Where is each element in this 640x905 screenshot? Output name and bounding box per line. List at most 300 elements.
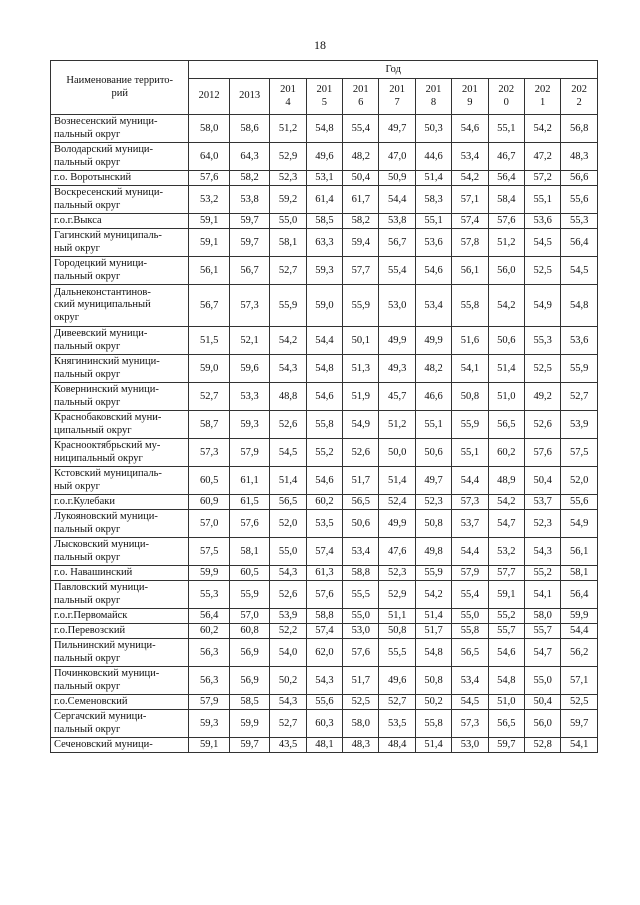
table-row <box>51 285 598 327</box>
value-cell: 48,2 <box>343 143 379 171</box>
value-cell: 61,5 <box>229 495 269 510</box>
value-cell: 55,8 <box>452 285 488 327</box>
table-row <box>51 510 598 538</box>
value-cell: 48,4 <box>379 738 415 753</box>
value-cell: 54,9 <box>524 285 560 327</box>
value-cell: 57,5 <box>189 538 229 566</box>
value-cell: 52,8 <box>524 738 560 753</box>
value-cell: 51,7 <box>415 624 451 639</box>
value-cell: 54,4 <box>379 186 415 214</box>
value-cell: 55,1 <box>415 411 451 439</box>
value-cell: 55,0 <box>270 538 306 566</box>
territory-name: Пильнинский муници- пальный округ <box>51 639 189 667</box>
value-cell: 56,0 <box>524 710 560 738</box>
value-cell: 56,7 <box>189 285 229 327</box>
territory-name: Краснобаковский муни- ципальный округ <box>51 411 189 439</box>
value-cell: 52,3 <box>270 171 306 186</box>
value-cell: 53,5 <box>379 710 415 738</box>
value-cell: 59,9 <box>189 566 229 581</box>
value-cell: 55,7 <box>488 624 524 639</box>
territory-name: Дальнеконстантинов- ский муниципальный округ <box>51 285 189 327</box>
territory-name: г.о.г.Первомайск <box>51 609 189 624</box>
value-cell: 54,5 <box>561 257 598 285</box>
value-cell: 50,4 <box>524 695 560 710</box>
value-cell: 53,5 <box>306 510 342 538</box>
value-cell: 57,4 <box>452 214 488 229</box>
value-cell: 53,4 <box>415 285 451 327</box>
value-cell: 50,4 <box>524 467 560 495</box>
value-cell: 53,4 <box>452 667 488 695</box>
value-cell: 54,5 <box>452 695 488 710</box>
value-cell: 50,8 <box>379 624 415 639</box>
value-cell: 49,8 <box>415 538 451 566</box>
value-cell: 54,6 <box>306 467 342 495</box>
value-cell: 56,1 <box>561 538 598 566</box>
value-cell: 54,9 <box>343 411 379 439</box>
table-row <box>51 695 598 710</box>
value-cell: 52,7 <box>270 257 306 285</box>
value-cell: 57,3 <box>452 710 488 738</box>
table-row <box>51 214 598 229</box>
value-cell: 49,6 <box>379 667 415 695</box>
value-cell: 55,4 <box>379 257 415 285</box>
value-cell: 54,8 <box>561 285 598 327</box>
value-cell: 57,0 <box>229 609 269 624</box>
value-cell: 59,3 <box>189 710 229 738</box>
value-cell: 54,3 <box>270 695 306 710</box>
value-cell: 56,5 <box>488 411 524 439</box>
value-cell: 54,7 <box>524 639 560 667</box>
table-row <box>51 624 598 639</box>
value-cell: 55,6 <box>561 186 598 214</box>
value-cell: 51,0 <box>488 695 524 710</box>
value-cell: 54,8 <box>415 639 451 667</box>
value-cell: 53,7 <box>524 495 560 510</box>
value-cell: 57,8 <box>452 229 488 257</box>
value-cell: 57,1 <box>561 667 598 695</box>
value-cell: 56,8 <box>561 115 598 143</box>
value-cell: 55,6 <box>561 495 598 510</box>
value-cell: 55,1 <box>524 186 560 214</box>
table-row <box>51 467 598 495</box>
value-cell: 56,5 <box>270 495 306 510</box>
value-cell: 51,4 <box>415 738 451 753</box>
value-cell: 47,2 <box>524 143 560 171</box>
value-cell: 54,2 <box>270 327 306 355</box>
territory-name: Княгининский муници- пальный округ <box>51 355 189 383</box>
value-cell: 52,4 <box>379 495 415 510</box>
value-cell: 59,4 <box>343 229 379 257</box>
value-cell: 53,7 <box>452 510 488 538</box>
value-cell: 57,3 <box>229 285 269 327</box>
value-cell: 50,4 <box>343 171 379 186</box>
value-cell: 59,7 <box>229 738 269 753</box>
value-cell: 55,2 <box>488 609 524 624</box>
value-cell: 59,1 <box>189 738 229 753</box>
value-cell: 50,6 <box>488 327 524 355</box>
value-cell: 56,9 <box>229 667 269 695</box>
value-cell: 52,7 <box>379 695 415 710</box>
value-cell: 48,3 <box>561 143 598 171</box>
value-cell: 59,9 <box>229 710 269 738</box>
value-cell: 56,7 <box>229 257 269 285</box>
value-cell: 58,6 <box>229 115 269 143</box>
value-cell: 54,3 <box>270 355 306 383</box>
value-cell: 52,5 <box>524 355 560 383</box>
value-cell: 58,1 <box>229 538 269 566</box>
value-cell: 49,3 <box>379 355 415 383</box>
value-cell: 57,9 <box>229 439 269 467</box>
value-cell: 60,2 <box>189 624 229 639</box>
value-cell: 61,1 <box>229 467 269 495</box>
value-cell: 53,9 <box>561 411 598 439</box>
value-cell: 51,4 <box>488 355 524 383</box>
value-cell: 52,7 <box>270 710 306 738</box>
value-cell: 52,6 <box>270 411 306 439</box>
value-cell: 56,5 <box>452 639 488 667</box>
value-cell: 53,2 <box>488 538 524 566</box>
value-cell: 59,1 <box>189 229 229 257</box>
value-cell: 60,9 <box>189 495 229 510</box>
value-cell: 58,8 <box>343 566 379 581</box>
table-row <box>51 710 598 738</box>
territory-name: Володарский муници- пальный округ <box>51 143 189 171</box>
value-cell: 59,1 <box>488 581 524 609</box>
territory-name: Городецкий муници- пальный округ <box>51 257 189 285</box>
value-cell: 51,5 <box>189 327 229 355</box>
table-row <box>51 411 598 439</box>
value-cell: 55,4 <box>452 581 488 609</box>
value-cell: 51,7 <box>343 467 379 495</box>
value-cell: 55,7 <box>524 624 560 639</box>
data-table <box>50 60 598 753</box>
value-cell: 59,0 <box>189 355 229 383</box>
territory-name: Кстовский муниципаль- ный округ <box>51 467 189 495</box>
value-cell: 50,6 <box>343 510 379 538</box>
value-cell: 55,5 <box>379 639 415 667</box>
table-row <box>51 257 598 285</box>
value-cell: 54,4 <box>452 467 488 495</box>
value-cell: 51,4 <box>270 467 306 495</box>
value-cell: 56,7 <box>379 229 415 257</box>
value-cell: 47,0 <box>379 143 415 171</box>
value-cell: 57,6 <box>229 510 269 538</box>
value-cell: 53,8 <box>379 214 415 229</box>
value-cell: 58,4 <box>488 186 524 214</box>
value-cell: 56,9 <box>229 639 269 667</box>
value-cell: 44,6 <box>415 143 451 171</box>
value-cell: 59,1 <box>189 214 229 229</box>
value-cell: 52,6 <box>270 581 306 609</box>
value-cell: 64,0 <box>189 143 229 171</box>
value-cell: 54,8 <box>306 115 342 143</box>
value-cell: 57,6 <box>343 639 379 667</box>
territory-name: Дивеевский муници- пальный округ <box>51 327 189 355</box>
value-cell: 57,4 <box>306 624 342 639</box>
value-cell: 53,2 <box>189 186 229 214</box>
value-cell: 54,5 <box>270 439 306 467</box>
header-year: 201 6 <box>343 79 379 115</box>
value-cell: 51,1 <box>379 609 415 624</box>
table-row <box>51 229 598 257</box>
value-cell: 48,3 <box>343 738 379 753</box>
header-year-group: Год <box>189 61 598 79</box>
value-cell: 45,7 <box>379 383 415 411</box>
value-cell: 59,3 <box>229 411 269 439</box>
value-cell: 53,6 <box>561 327 598 355</box>
territory-name: Починковский муници- пальный округ <box>51 667 189 695</box>
table-row <box>51 383 598 411</box>
value-cell: 52,7 <box>189 383 229 411</box>
value-cell: 55,9 <box>415 566 451 581</box>
table-row <box>51 115 598 143</box>
value-cell: 56,2 <box>561 639 598 667</box>
value-cell: 51,0 <box>488 383 524 411</box>
territory-name: Воскресенский муници- пальный округ <box>51 186 189 214</box>
value-cell: 53,0 <box>452 738 488 753</box>
value-cell: 49,6 <box>306 143 342 171</box>
value-cell: 51,3 <box>343 355 379 383</box>
table-header <box>51 61 598 115</box>
value-cell: 50,6 <box>415 439 451 467</box>
value-cell: 62,0 <box>306 639 342 667</box>
value-cell: 54,3 <box>524 538 560 566</box>
value-cell: 55,1 <box>415 214 451 229</box>
value-cell: 58,8 <box>306 609 342 624</box>
value-cell: 59,0 <box>306 285 342 327</box>
value-cell: 55,0 <box>524 667 560 695</box>
territory-name: Сергачский муници- пальный округ <box>51 710 189 738</box>
territory-name: Павловский муници- пальный округ <box>51 581 189 609</box>
table-row <box>51 538 598 566</box>
value-cell: 52,0 <box>561 467 598 495</box>
value-cell: 56,5 <box>343 495 379 510</box>
value-cell: 55,8 <box>306 411 342 439</box>
value-cell: 60,5 <box>229 566 269 581</box>
value-cell: 51,2 <box>379 411 415 439</box>
value-cell: 57,5 <box>561 439 598 467</box>
value-cell: 54,8 <box>306 355 342 383</box>
value-cell: 52,3 <box>415 495 451 510</box>
value-cell: 54,8 <box>488 667 524 695</box>
value-cell: 64,3 <box>229 143 269 171</box>
territory-name: г.о.г.Кулебаки <box>51 495 189 510</box>
value-cell: 52,1 <box>229 327 269 355</box>
value-cell: 52,0 <box>270 510 306 538</box>
value-cell: 55,9 <box>561 355 598 383</box>
territory-name: Лукояновский муници- пальный округ <box>51 510 189 538</box>
table-row <box>51 171 598 186</box>
value-cell: 54,2 <box>488 285 524 327</box>
value-cell: 51,4 <box>415 609 451 624</box>
value-cell: 54,6 <box>306 383 342 411</box>
value-cell: 55,9 <box>343 285 379 327</box>
value-cell: 59,7 <box>229 229 269 257</box>
value-cell: 50,8 <box>415 667 451 695</box>
value-cell: 50,8 <box>452 383 488 411</box>
value-cell: 55,9 <box>270 285 306 327</box>
table-body <box>51 115 598 753</box>
territory-name: Лысковский муници- пальный округ <box>51 538 189 566</box>
territory-name: Сеченовский муници- <box>51 738 189 753</box>
value-cell: 52,3 <box>379 566 415 581</box>
value-cell: 61,7 <box>343 186 379 214</box>
header-territory-name: Наименование террито- рий <box>51 61 189 115</box>
value-cell: 55,8 <box>415 710 451 738</box>
value-cell: 56,6 <box>561 171 598 186</box>
value-cell: 60,2 <box>488 439 524 467</box>
value-cell: 53,0 <box>379 285 415 327</box>
value-cell: 61,4 <box>306 186 342 214</box>
value-cell: 53,4 <box>452 143 488 171</box>
value-cell: 60,2 <box>306 495 342 510</box>
territory-name: Гагинский муниципаль- ный округ <box>51 229 189 257</box>
value-cell: 53,8 <box>229 186 269 214</box>
header-year: 202 0 <box>488 79 524 115</box>
value-cell: 50,9 <box>379 171 415 186</box>
value-cell: 59,6 <box>229 355 269 383</box>
value-cell: 58,1 <box>270 229 306 257</box>
table-row <box>51 495 598 510</box>
value-cell: 59,7 <box>561 710 598 738</box>
value-cell: 63,3 <box>306 229 342 257</box>
value-cell: 51,9 <box>343 383 379 411</box>
value-cell: 58,2 <box>229 171 269 186</box>
value-cell: 58,3 <box>415 186 451 214</box>
value-cell: 58,2 <box>343 214 379 229</box>
value-cell: 56,5 <box>488 710 524 738</box>
value-cell: 56,4 <box>189 609 229 624</box>
value-cell: 60,3 <box>306 710 342 738</box>
territory-name: г.о.г.Выкса <box>51 214 189 229</box>
value-cell: 55,3 <box>189 581 229 609</box>
value-cell: 51,4 <box>415 171 451 186</box>
table-row <box>51 581 598 609</box>
value-cell: 52,9 <box>270 143 306 171</box>
value-cell: 47,6 <box>379 538 415 566</box>
value-cell: 58,1 <box>561 566 598 581</box>
value-cell: 46,6 <box>415 383 451 411</box>
value-cell: 57,3 <box>189 439 229 467</box>
value-cell: 58,7 <box>189 411 229 439</box>
value-cell: 52,2 <box>270 624 306 639</box>
value-cell: 51,6 <box>452 327 488 355</box>
table-row <box>51 439 598 467</box>
value-cell: 54,1 <box>452 355 488 383</box>
value-cell: 53,0 <box>343 624 379 639</box>
value-cell: 54,0 <box>270 639 306 667</box>
territory-name: г.о. Воротынский <box>51 171 189 186</box>
value-cell: 57,6 <box>524 439 560 467</box>
value-cell: 57,4 <box>306 538 342 566</box>
value-cell: 58,0 <box>343 710 379 738</box>
value-cell: 52,6 <box>343 439 379 467</box>
table-row <box>51 667 598 695</box>
table-row <box>51 609 598 624</box>
value-cell: 53,9 <box>270 609 306 624</box>
value-cell: 50,0 <box>379 439 415 467</box>
table-row <box>51 355 598 383</box>
territory-name: Краснооктябрьский му- ниципальный округ <box>51 439 189 467</box>
value-cell: 52,5 <box>561 695 598 710</box>
header-year: 201 4 <box>270 79 306 115</box>
value-cell: 50,3 <box>415 115 451 143</box>
value-cell: 56,4 <box>561 581 598 609</box>
value-cell: 54,5 <box>524 229 560 257</box>
value-cell: 55,1 <box>488 115 524 143</box>
value-cell: 52,5 <box>524 257 560 285</box>
value-cell: 54,2 <box>524 115 560 143</box>
value-cell: 53,3 <box>229 383 269 411</box>
header-year: 201 7 <box>379 79 415 115</box>
value-cell: 57,1 <box>452 186 488 214</box>
value-cell: 51,2 <box>488 229 524 257</box>
value-cell: 54,2 <box>452 171 488 186</box>
value-cell: 55,0 <box>343 609 379 624</box>
value-cell: 51,7 <box>343 667 379 695</box>
value-cell: 49,9 <box>415 327 451 355</box>
value-cell: 55,5 <box>343 581 379 609</box>
header-year: 202 2 <box>561 79 598 115</box>
table-row <box>51 143 598 171</box>
header-year: 201 9 <box>452 79 488 115</box>
value-cell: 56,3 <box>189 639 229 667</box>
value-cell: 54,1 <box>561 738 598 753</box>
value-cell: 55,4 <box>343 115 379 143</box>
table-row <box>51 639 598 667</box>
header-year: 202 1 <box>524 79 560 115</box>
value-cell: 59,2 <box>270 186 306 214</box>
value-cell: 50,2 <box>270 667 306 695</box>
value-cell: 48,2 <box>415 355 451 383</box>
value-cell: 55,0 <box>270 214 306 229</box>
value-cell: 49,2 <box>524 383 560 411</box>
value-cell: 56,4 <box>561 229 598 257</box>
territory-name: г.о.Семеновский <box>51 695 189 710</box>
value-cell: 61,3 <box>306 566 342 581</box>
value-cell: 57,9 <box>189 695 229 710</box>
value-cell: 55,6 <box>306 695 342 710</box>
value-cell: 57,6 <box>306 581 342 609</box>
value-cell: 46,7 <box>488 143 524 171</box>
value-cell: 56,1 <box>452 257 488 285</box>
value-cell: 52,5 <box>343 695 379 710</box>
header-year: 2013 <box>229 79 269 115</box>
value-cell: 55,9 <box>452 411 488 439</box>
value-cell: 55,2 <box>524 566 560 581</box>
value-cell: 52,7 <box>561 383 598 411</box>
value-cell: 57,0 <box>189 510 229 538</box>
value-cell: 52,3 <box>524 510 560 538</box>
value-cell: 57,7 <box>488 566 524 581</box>
value-cell: 54,3 <box>306 667 342 695</box>
table-row <box>51 186 598 214</box>
value-cell: 57,6 <box>488 214 524 229</box>
value-cell: 54,6 <box>415 257 451 285</box>
value-cell: 55,1 <box>452 439 488 467</box>
value-cell: 56,4 <box>488 171 524 186</box>
value-cell: 59,9 <box>561 609 598 624</box>
value-cell: 52,6 <box>524 411 560 439</box>
value-cell: 43,5 <box>270 738 306 753</box>
header-year: 201 8 <box>415 79 451 115</box>
value-cell: 59,7 <box>488 738 524 753</box>
table-row <box>51 327 598 355</box>
value-cell: 57,9 <box>452 566 488 581</box>
territory-name: Ковернинский муници- пальный округ <box>51 383 189 411</box>
value-cell: 54,2 <box>488 495 524 510</box>
territory-name: Вознесенский муници- пальный округ <box>51 115 189 143</box>
